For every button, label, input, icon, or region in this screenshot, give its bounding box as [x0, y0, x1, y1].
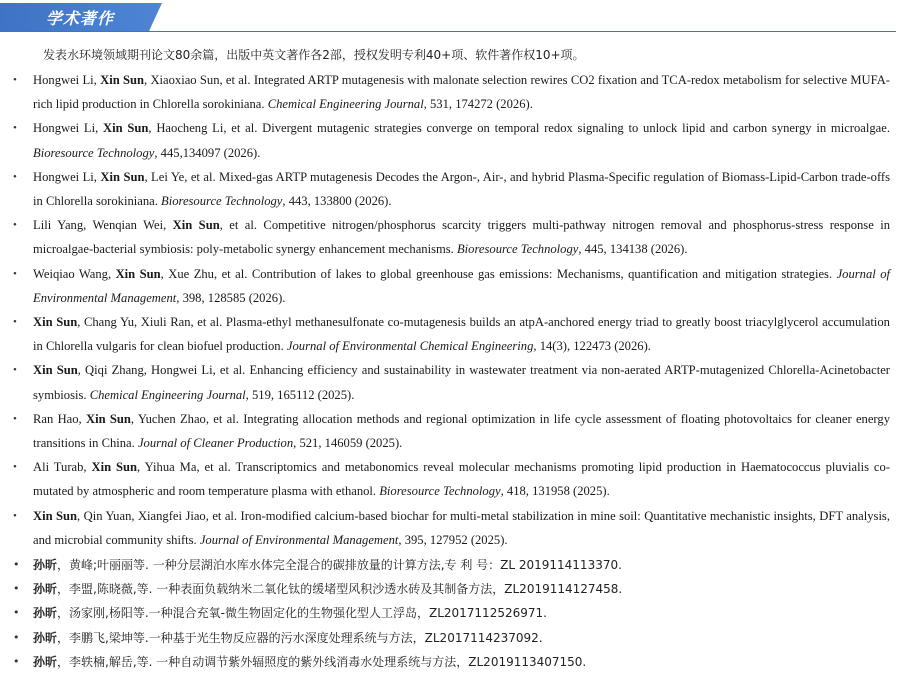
patent-list	[0, 553, 900, 674]
patent-text: ，李轶楠,解岳,等. 一种自动调节紫外辐照度的紫外线消毒水处理系统与方法，ZL2019113407150.	[57, 654, 587, 669]
citation-details: , 398, 128585 (2026).	[176, 290, 286, 305]
publication-item	[0, 504, 900, 552]
journal-name: Journal of Environmental Management	[199, 532, 399, 547]
publication-item	[0, 455, 900, 503]
highlighted-author: Xin Sun	[103, 121, 149, 136]
title-text: , Yuchen Zhao, et al. Integrating allocation methods and regional optimization in life cycle assessment of floating photovoltaics for cleaner energy transitions in China.	[33, 411, 890, 451]
section-header	[0, 3, 900, 33]
title-text: , Lei Ye, et al. Mixed-gas ARTP mutagenesis Decodes the Argon-, Air-, and hybrid Plasma-Specific regulation of Biomass-Lipid-Carbon trade-offs in Chlorella sorokiniana.	[33, 169, 891, 209]
highlighted-author: Xin Sun	[33, 315, 78, 330]
author-list-before: Hongwei Li,	[33, 169, 101, 184]
title-text: , et al. Competitive nitrogen/phosphorus scarcity triggers multi-pathway nitrogen removal and phosphorus-stress response in microalgae-bacterial symbiosis: poly-metabolic synergy enhancement mechanisms.	[33, 218, 891, 257]
highlighted-author: Xin Sun	[91, 460, 138, 475]
patent-text: ，黄峰;叶丽丽等. 一种分层湖泊水库水体完全混合的碳排放量的计算方法,专 利 号：ZL 2019114113370.	[57, 558, 622, 572]
author-list-before: Ran Hao,	[33, 411, 87, 426]
highlighted-author: Xin Sun	[172, 218, 220, 233]
highlighted-author: 孙昕	[33, 654, 58, 669]
publication-item	[0, 213, 900, 261]
highlighted-author: Xin Sun	[100, 73, 144, 87]
intro-summary: 发表水环境领域期刊论文80余篇，出版中英文著作各2部，授权发明专利40+项、软件著作权10+项。	[43, 48, 585, 62]
journal-name: Bioresource Technology	[379, 484, 501, 499]
title-text: , Qiqi Zhang, Hongwei Li, et al. Enhancing efficiency and sustainability in wastewater treatment via non-aerated ARTP-mutagenized Chlorella-Acinetobacter symbiosis.	[33, 363, 890, 402]
journal-name: Journal of Environmental Chemical Engineering	[286, 339, 534, 354]
section-title: 学术著作	[46, 9, 115, 28]
journal-name: Chemical Engineering Journal,	[89, 387, 249, 402]
citation-details: , 14(3), 122473 (2026).	[533, 339, 651, 354]
citation-details: , 395, 127952 (2025).	[398, 532, 508, 547]
patent-item	[0, 553, 900, 577]
citation-details: 519, 165112 (2025).	[248, 387, 355, 402]
title-text: , Yihua Ma, et al. Transcriptomics and metabonomics reveal molecular mechanisms promoting lipid production in Haematococcus pluvialis co-mutated by atmospheric and room temperature plasma with ethanol.	[33, 460, 891, 499]
patent-item	[0, 601, 900, 625]
patent-item	[0, 577, 900, 601]
citation-details: , 531, 174272 (2026).	[423, 97, 533, 112]
publication-item	[0, 358, 900, 406]
journal-name: Journal of Environmental Management	[33, 266, 890, 305]
journal-name: Bioresource Technology	[456, 242, 579, 257]
highlighted-author: 孙昕	[33, 558, 58, 572]
author-list-before: Weiqiao Wang,	[33, 266, 116, 281]
patent-item	[0, 650, 900, 674]
highlighted-author: 孙昕	[33, 606, 58, 621]
patent-text: ，汤家刚,杨阳等.一种混合充氧-微生物固定化的生物强化型人工浮岛，ZL2017112526971.	[57, 606, 547, 621]
highlighted-author: Xin Sun	[33, 363, 78, 378]
citation-details: , 521, 146059 (2025).	[293, 436, 403, 451]
journal-name: Bioresource Technology	[161, 194, 283, 209]
title-text: , Xue Zhu, et al. Contribution of lakes to global greenhouse gas emissions: Mechanisms, quantification and mitigation strategies.	[160, 266, 837, 281]
citation-details: , 445, 134138 (2026).	[578, 242, 688, 257]
publication-item	[0, 262, 900, 310]
highlighted-author: 孙昕	[33, 582, 58, 597]
citation-details: , 443, 133800 (2026).	[282, 194, 392, 209]
highlighted-author: 孙昕	[33, 630, 58, 645]
author-list-before: Hongwei Li,	[33, 73, 101, 87]
publication-item	[0, 116, 900, 164]
highlighted-author: Xin Sun	[33, 508, 78, 523]
journal-name: Bioresource Technology	[33, 145, 155, 160]
title-text: , Haocheng Li, et al. Divergent mutagenic strategies converge on temporal redox signaling to unlock lipid and carbon synergy in microalgae.	[148, 121, 890, 136]
highlighted-author: Xin Sun	[115, 266, 161, 281]
patent-text: ，李鹏飞,梁坤等.一种基于光生物反应器的污水深度处理系统与方法，ZL2017114237092.	[57, 630, 543, 645]
header-divider	[0, 31, 896, 32]
highlighted-author: Xin Sun	[86, 411, 131, 426]
publication-list	[0, 68, 900, 552]
publication-item	[0, 407, 900, 455]
author-list-before: Hongwei Li,	[33, 121, 104, 136]
patent-text: ，李盟,陈晓薇,等. 一种表面负载纳米二氧化钛的缓堵型风积沙透水砖及其制备方法，ZL2019114127458.	[57, 582, 623, 597]
publication-item	[0, 68, 900, 116]
highlighted-author: Xin Sun	[100, 169, 145, 184]
citation-details: , 445,134097 (2026).	[154, 145, 261, 160]
author-list-before: Ali Turab,	[33, 460, 92, 475]
author-list-before: Lili Yang, Wenqian Wei,	[33, 218, 173, 233]
journal-name: Chemical Engineering Journal	[267, 97, 424, 112]
title-text: , Qin Yuan, Xiangfei Jiao, et al. Iron-modified calcium-based biochar for multi-metal stabilization in mine soil: Quantitative mechanistic insights, DFT analysis, and microbial community shifts.	[33, 508, 890, 547]
title-text: , Xiaoxiao Sun, et al. Integrated ARTP mutagenesis with malonate selection rewires CO2 fixation and TCA-redox metabolism for selective MUFA-rich lipid production in Chlorella sorokiniana.	[33, 73, 890, 112]
journal-name: Journal of Cleaner Production	[137, 436, 294, 451]
citation-details: , 418, 131958 (2025).	[500, 484, 610, 499]
patent-item	[0, 626, 900, 650]
publication-item	[0, 165, 900, 213]
title-text: , Chang Yu, Xiuli Ran, et al. Plasma-ethyl methanesulfonate co-mutagenesis builds an atpA-anchored energy triad to greatly boost triacylglycerol accumulation in Chlorella vulgaris for clean biofuel production.	[33, 315, 890, 354]
publication-item	[0, 310, 900, 358]
